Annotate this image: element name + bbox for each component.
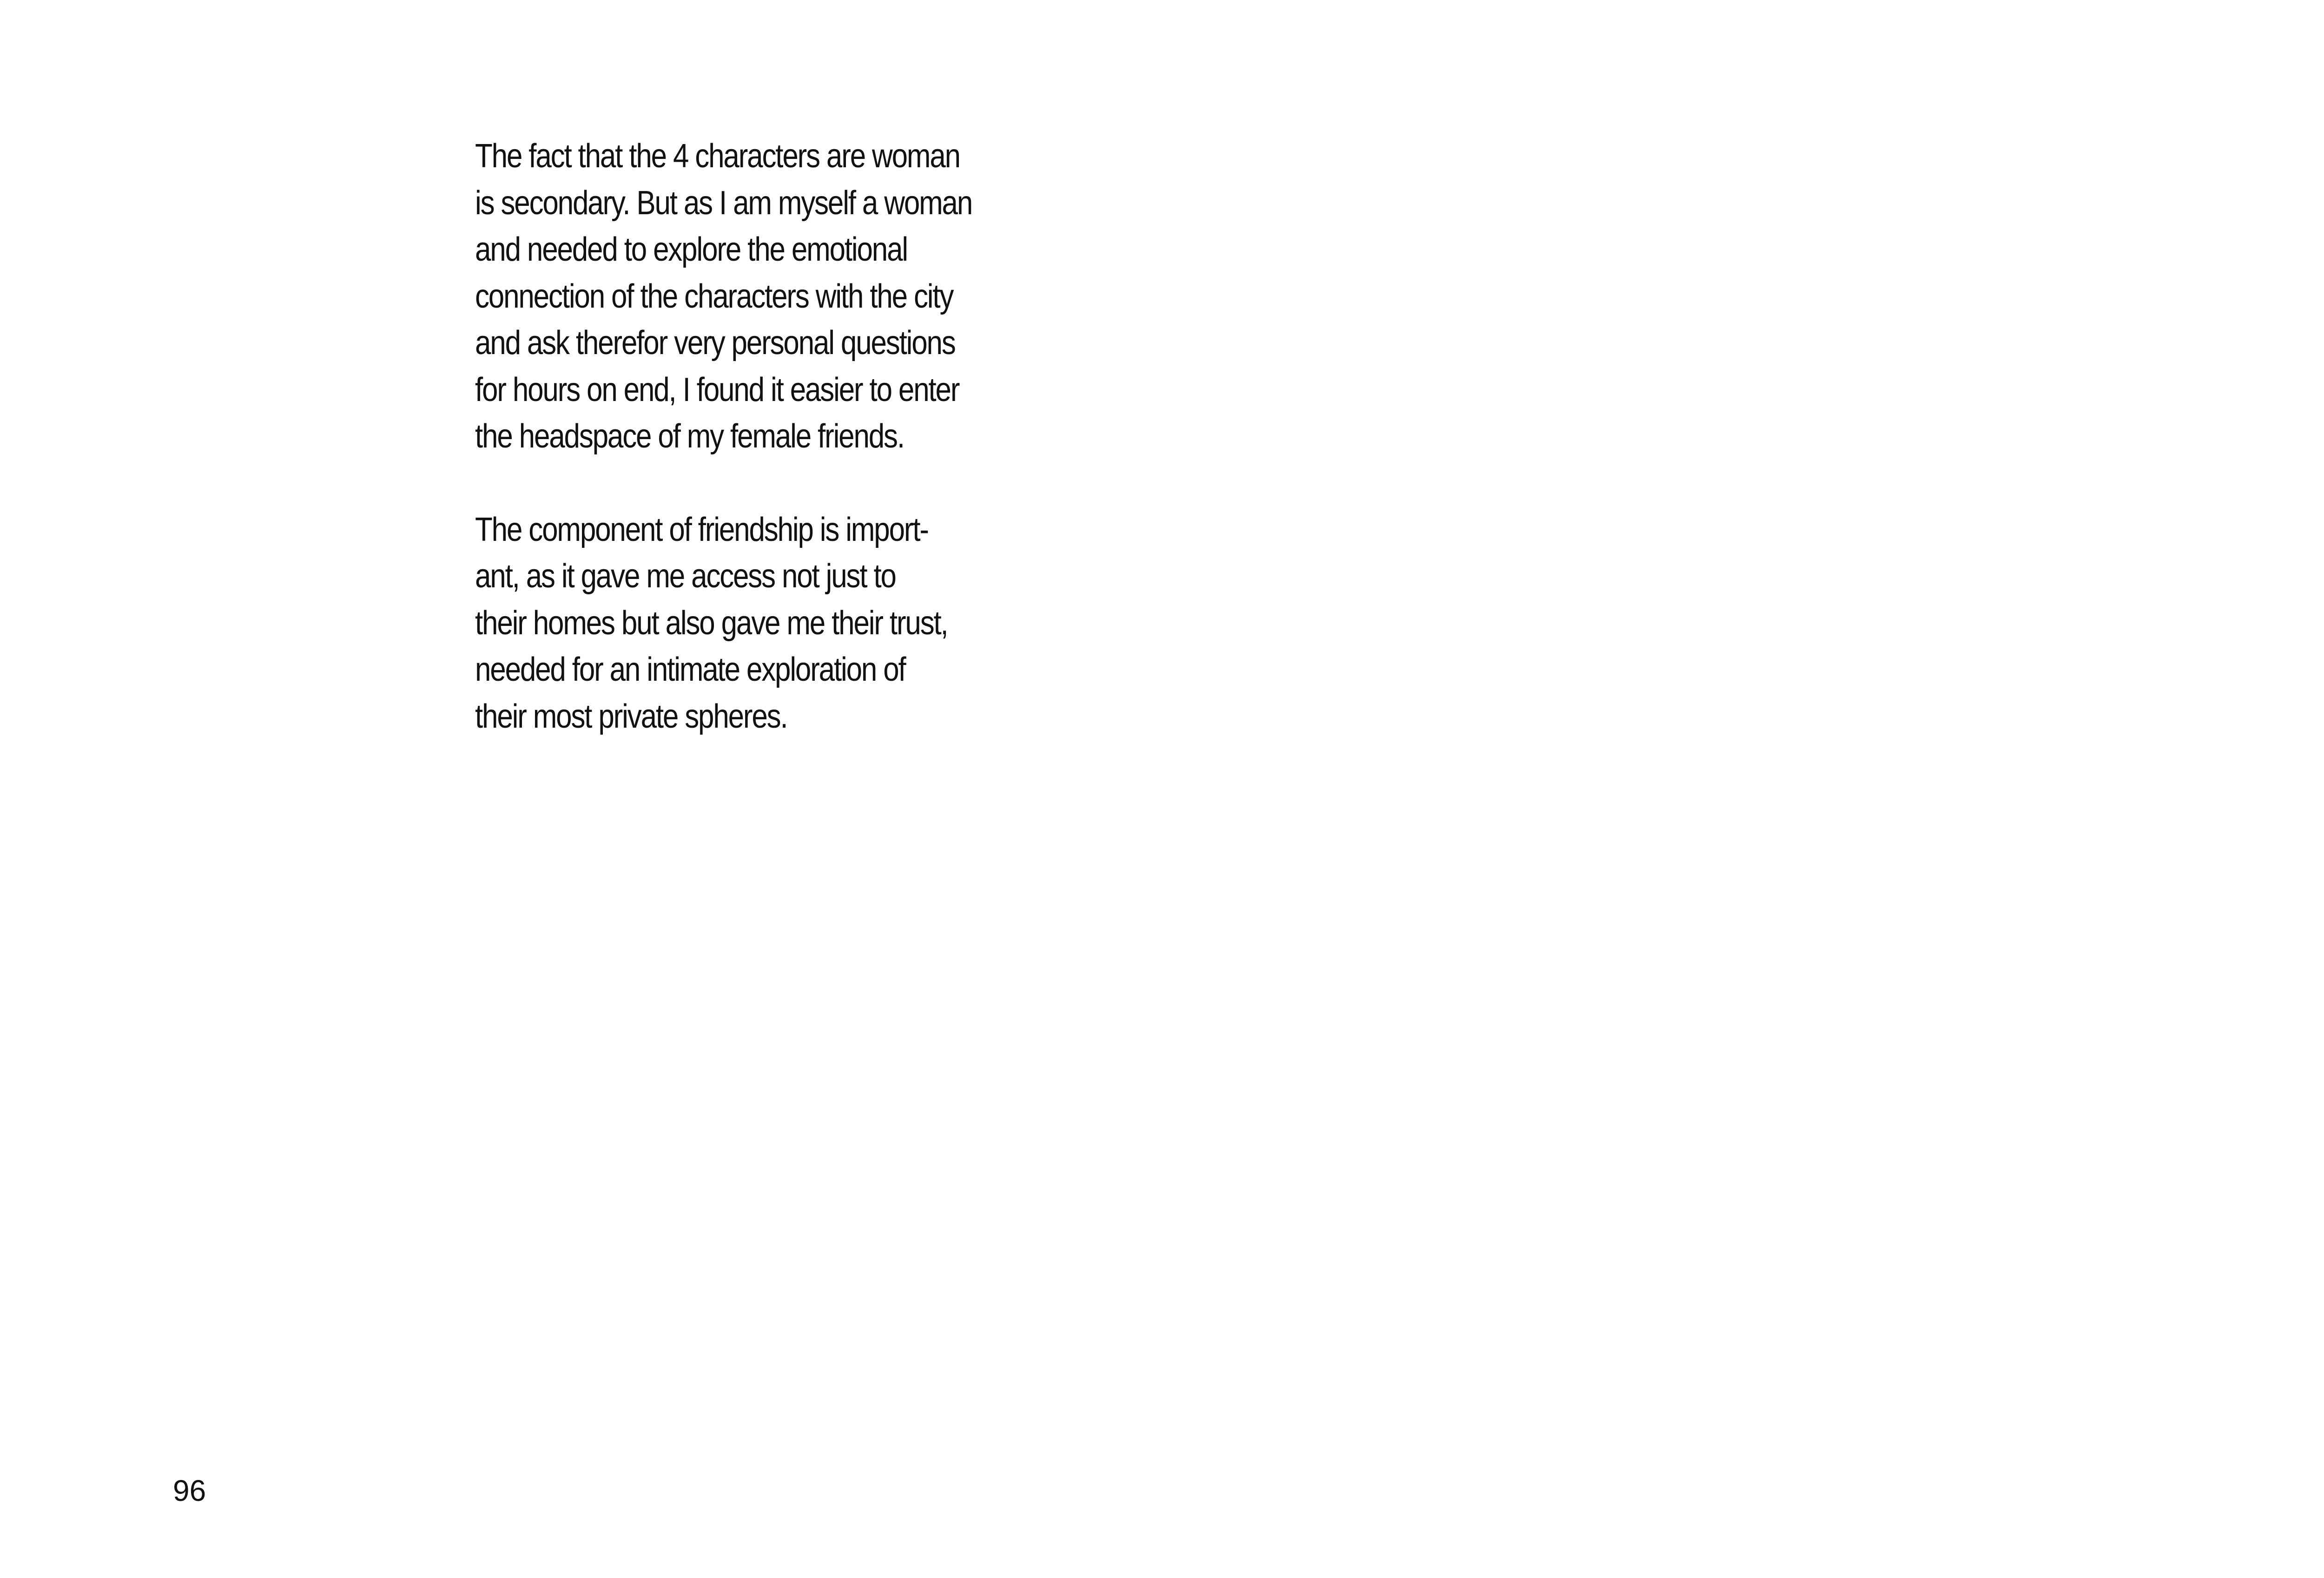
- page-number: 96: [173, 1474, 206, 1507]
- text-line: and ask therefor very personal questions: [475, 324, 955, 362]
- text-line: is secondary. But as I am myself a woman: [475, 184, 972, 222]
- text-line: needed for an intimate exploration of: [475, 651, 905, 688]
- text-line: and needed to explore the emotional: [475, 231, 907, 268]
- text-line: The fact that the 4 characters are woman: [475, 138, 960, 175]
- paragraph-2: [475, 506, 1098, 740]
- text-line: their homes but also gave me their trust,: [475, 604, 948, 642]
- text-line: for hours on end, I found it easier to enter: [475, 371, 959, 408]
- body-text-column: [475, 133, 1098, 740]
- paragraph-1: [475, 133, 1098, 460]
- text-line: ant, as it gave me access not just to: [475, 558, 896, 595]
- text-line: the headspace of my female friends.: [475, 418, 904, 455]
- text-line: connection of the characters with the city: [475, 277, 953, 315]
- text-line: their most private spheres.: [475, 697, 787, 735]
- text-line: The component of friendship is import-: [475, 511, 928, 548]
